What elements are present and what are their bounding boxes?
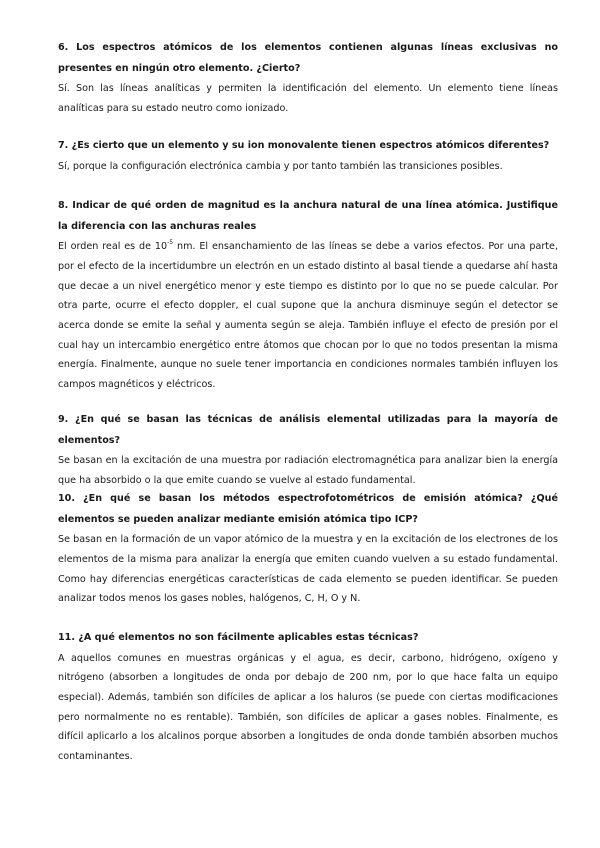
- answer-text: Sí, porque la configuración electrónica cambia y por tanto también las transiciones posibles.: [58, 160, 503, 172]
- question-block-10: [58, 489, 558, 609]
- answer-text: [58, 237, 558, 395]
- question-block-7: [58, 136, 558, 176]
- question-heading: 8. Indicar de qué orden de magnitud es la anchura natural de una línea atómica. Justifique la diferencia con las anchuras reales: [58, 200, 558, 232]
- answer-text-rest: nm. El ensanchamiento de las líneas se debe a varios efectos. Por una parte, por el efecto de la incertidumbre un electrón en un estado distinto al basal tiende a quedarse ahí hasta que decae a un nivel energético menor y este tiempo es distinto por lo que no se puede calcular. Por otra parte, ocurre el efecto doppler, el cual supone que la anchura disminuye según el detector se acerca donde se emite la señal y aumenta según se aleja. También influye el efecto de presión por el cual hay un intercambio energético entre átomos que chocan por lo que no todos presentan la misma energía. Finalmente, aunque no suele tener importancia en condiciones normales también influyen los campos magnéticos y eléctricos.: [58, 241, 558, 391]
- answer-text: Se basan en la excitación de una muestra por radiación electromagnética para analizar bien la energía que ha absorbido o la que emite cuando se vuelve al estado fundamental.: [58, 455, 558, 486]
- answer-text-start: El orden real es de 10: [58, 241, 168, 253]
- answer-text: Se basan en la formación de un vapor atómico de la muestra y en la excitación de los electrones de los elementos de la misma para analizar la energía que emiten cuando vuelven a su estado fundamental. Como hay diferencias energéticas características de cada elemento se pueden identificar. Se pueden analizar todos menos los gases nobles, halógenos, C, H, O y N.: [58, 534, 558, 605]
- question-heading: 7. ¿Es cierto que un elemento y su ion monovalente tienen espectros atómicos diferentes?: [58, 140, 550, 151]
- question-heading: 10. ¿En qué se basan los métodos espectrofotométricos de emisión atómica? ¿Qué elementos se pueden analizar mediante emisión atómica tipo ICP?: [58, 493, 558, 525]
- question-block-8: [58, 196, 558, 395]
- question-block-6: [58, 38, 558, 119]
- answer-text: Sí. Son las líneas analíticas y permiten la identificación del elemento. Un elemento tiene líneas analíticas para su estado neutro como ionizado.: [58, 83, 558, 114]
- exponent: -5: [167, 239, 174, 247]
- question-heading: 9. ¿En qué se basan las técnicas de análisis elemental utilizadas para la mayoría de elementos?: [58, 414, 558, 446]
- answer-text: A aquellos comunes en muestras orgánicas y el agua, es decir, carbono, hidrógeno, oxígeno y nitrógeno (absorben a longitudes de onda por debajo de 200 nm, por lo que hace falta un equipo especial). Además, también son difíciles de aplicar a los haluros (se puede con ciertas modificaciones pero normalmente no es rentable). También, son difíciles de aplicar a gases nobles. Finalmente, es difícil aplicarlo a los alcalinos porque absorben a longitudes de onda donde también absorben muchos contaminantes.: [58, 652, 558, 763]
- question-block-11: [58, 628, 558, 767]
- question-heading: 11. ¿A qué elementos no son fácilmente aplicables estas técnicas?: [58, 632, 419, 643]
- question-block-9: [58, 410, 558, 491]
- question-heading: 6. Los espectros atómicos de los elementos contienen algunas líneas exclusivas no presentes en ningún otro elemento. ¿Cierto?: [58, 42, 558, 74]
